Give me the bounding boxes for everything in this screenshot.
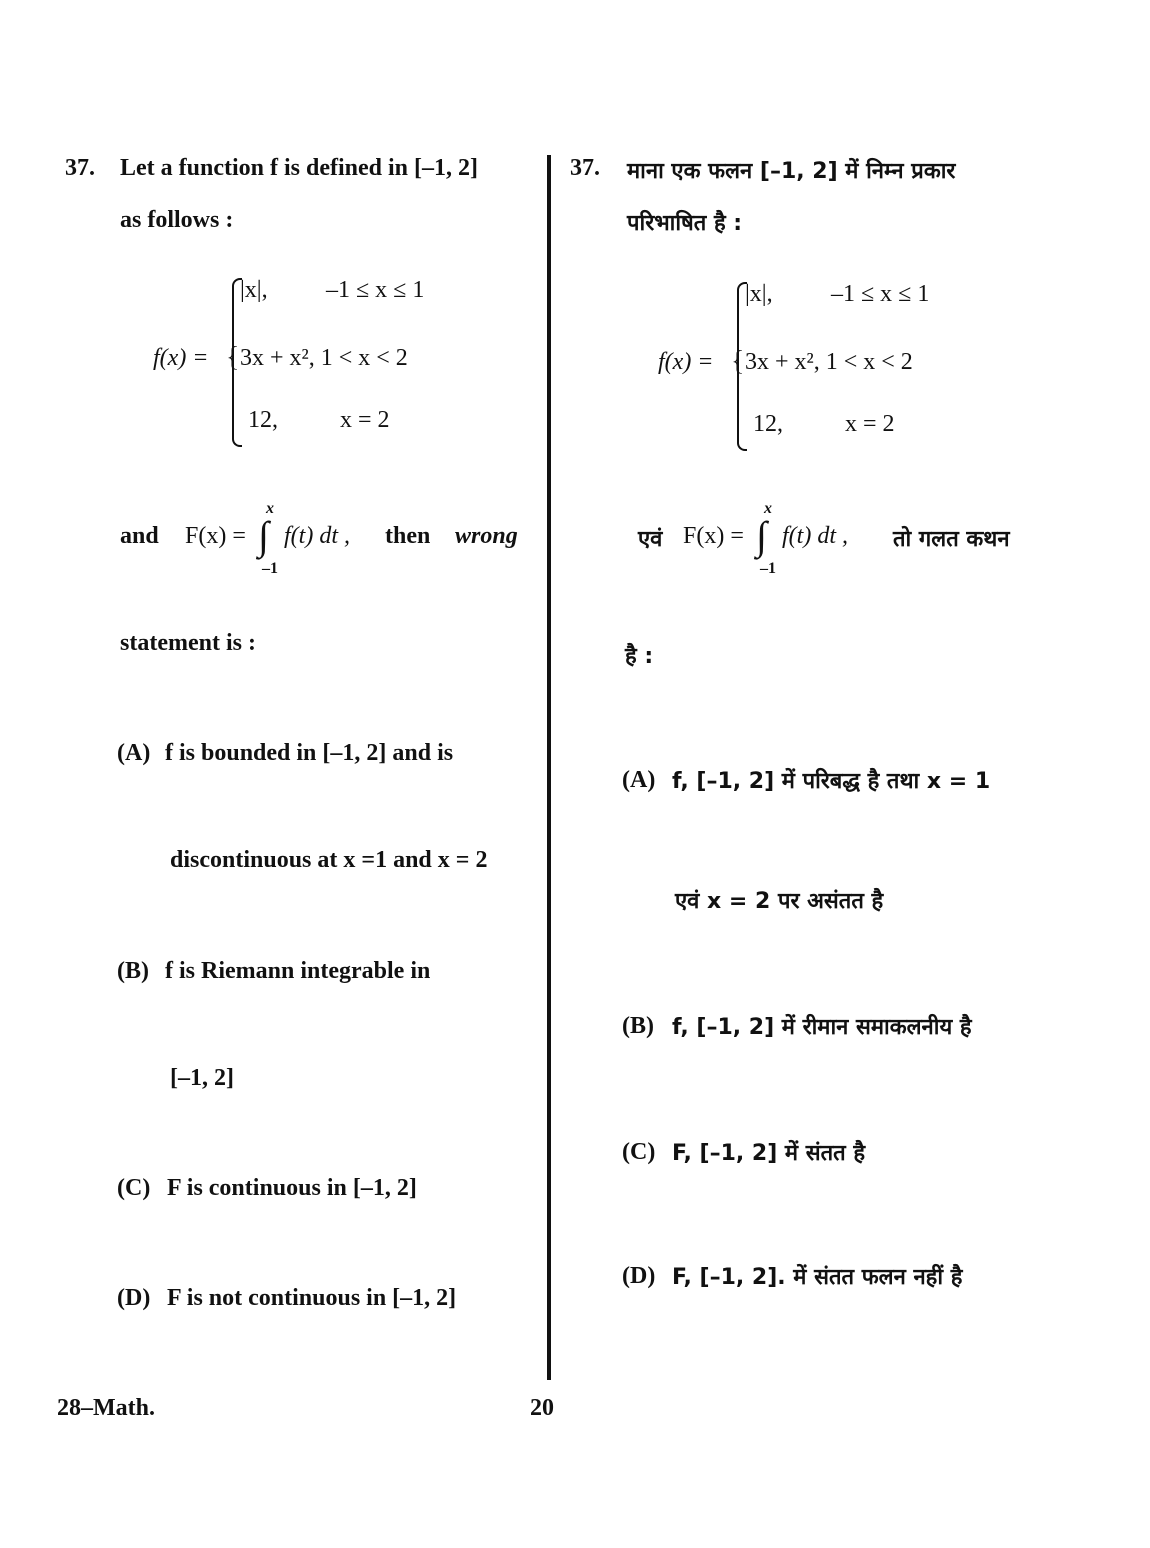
option-c-label-hindi: (C) (622, 1139, 656, 1165)
then-text-hindi: तो गलत कथन (893, 527, 1010, 552)
option-d-label: (D) (117, 1285, 151, 1311)
Fx-label-hindi: F(x) = (683, 523, 744, 549)
question-intro-line1: Let a function f is defined in [–1, 2] (120, 155, 479, 181)
integral-upper-limit: x (266, 500, 274, 517)
integral-sign: ∫ (258, 513, 269, 558)
option-b-line1-hindi: f, [–1, 2] में रीमान समाकलनीय है (672, 1015, 972, 1040)
option-c-line1-hindi: F, [–1, 2] में संतत है (672, 1141, 866, 1166)
option-b-line1: f is Riemann integrable in (165, 958, 431, 984)
fx-label: f(x) = (153, 345, 209, 371)
then-word: then (385, 523, 431, 549)
option-a-line2: discontinuous at x =1 and x = 2 (170, 847, 488, 873)
and-word: and (120, 523, 159, 549)
option-a-line1: f is bounded in [–1, 2] and is (165, 740, 454, 766)
case-3-condition-hindi: x = 2 (845, 411, 895, 437)
question-intro-line2: as follows : (120, 207, 234, 233)
subject-code: 28–Math. (57, 1395, 155, 1421)
integral-lower-limit-hindi: –1 (760, 560, 776, 577)
integrand-hindi: f(t) dt , (782, 523, 848, 549)
option-b-line2: [–1, 2] (170, 1065, 234, 1091)
option-b-label: (B) (117, 958, 149, 984)
option-a-line2-hindi: एवं x = 2 पर असंतत है (675, 889, 884, 914)
question-intro-line2-hindi: परिभाषित है : (627, 211, 743, 236)
question-number-hindi: 37. (570, 155, 600, 181)
case-2-expr-hindi: 3x + x², 1 < x < 2 (745, 349, 913, 375)
option-a-label: (A) (117, 740, 151, 766)
case-3-expr-hindi: 12, (753, 411, 783, 437)
column-divider (547, 155, 551, 1380)
case-1-expr: |x|, (240, 277, 268, 303)
statement-text: statement is : (120, 630, 256, 656)
option-b-label-hindi: (B) (622, 1013, 654, 1039)
integral-sign-hindi: ∫ (756, 513, 767, 558)
page-number: 20 (530, 1395, 554, 1421)
option-c-line1: F is continuous in [–1, 2] (167, 1175, 417, 1201)
option-d-label-hindi: (D) (622, 1263, 656, 1289)
option-c-label: (C) (117, 1175, 151, 1201)
case-2-expr: 3x + x², 1 < x < 2 (240, 345, 408, 371)
brace-tip-hindi: { (731, 346, 745, 377)
case-1-condition: –1 ≤ x ≤ 1 (326, 277, 425, 303)
fx-label-hindi: f(x) = (658, 349, 714, 375)
statement-text-hindi: है : (625, 644, 654, 669)
option-a-line1-hindi: f, [–1, 2] में परिबद्ध है तथा x = 1 (672, 769, 991, 794)
case-3-condition: x = 2 (340, 407, 390, 433)
integrand: f(t) dt , (284, 523, 350, 549)
case-1-condition-hindi: –1 ≤ x ≤ 1 (831, 281, 930, 307)
wrong-word: wrong (455, 523, 518, 549)
case-1-expr-hindi: |x|, (745, 281, 773, 307)
option-d-line1-hindi: F, [–1, 2]. में संतत फलन नहीं है (672, 1265, 963, 1290)
option-d-line1: F is not continuous in [–1, 2] (167, 1285, 457, 1311)
and-word-hindi: एवं (638, 527, 663, 552)
integral-lower-limit: –1 (262, 560, 278, 577)
option-a-label-hindi: (A) (622, 767, 656, 793)
Fx-label: F(x) = (185, 523, 246, 549)
brace-tip: { (226, 342, 240, 373)
question-number: 37. (65, 155, 95, 181)
case-3-expr: 12, (248, 407, 278, 433)
question-intro-line1-hindi: माना एक फलन [–1, 2] में निम्न प्रकार (627, 159, 956, 184)
integral-upper-limit-hindi: x (764, 500, 772, 517)
